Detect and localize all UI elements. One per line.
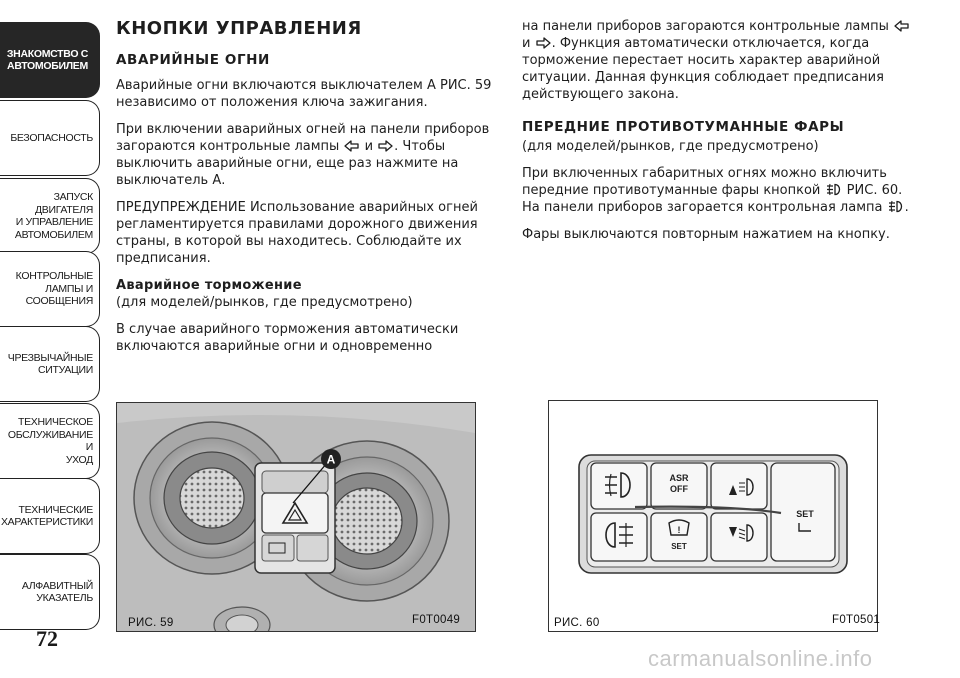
right-column (522, 18, 922, 253)
tab-getting-to-know-vehicle[interactable]: ЗНАКОМСТВО С АВТОМОБИЛЕМ (0, 22, 100, 98)
callout-letter: A (326, 452, 336, 467)
switch-panel-illustration (549, 401, 877, 631)
fog-lights-text-b: РИС. 60. На панели приборов загорается контрольная лампа (522, 183, 903, 215)
braking-continuation-and: и (522, 36, 531, 51)
hazard-lights-heading: АВАРИЙНЫЕ ОГНИ (116, 52, 270, 68)
watermark: carmanualsonline.info (648, 646, 873, 671)
asr-off-button (651, 463, 707, 509)
braking-continuation-paragraph (522, 18, 922, 103)
fog-lights-text-c: . (904, 200, 909, 215)
figure-60-label: РИС. 60 (554, 617, 600, 629)
hazard-paragraph-2-text-a: При включении аварийных огней на панели приборов загораются контрольные лампы (116, 122, 490, 154)
turn-right-arrow-icon (536, 37, 551, 49)
hazard-paragraph-2-text-b: . Чтобы выключить аварийные огни, еще раз нажмите на выключатель А. (116, 139, 459, 188)
front-fog-light-icon (826, 183, 842, 196)
asr-off-label: OFF (670, 484, 688, 494)
figure-59-hazard-switch (116, 402, 476, 632)
warning-paragraph: ПРЕДУПРЕЖДЕНИЕ Использование аварийных огней регламентируется правилами дорожного движения страны, в которой вы находитесь. Соблюдайте их предписания. (116, 200, 478, 266)
front-fog-button (591, 463, 647, 509)
figure-59-label: РИС. 59 (128, 617, 174, 629)
emergency-braking-paragraph: В случае аварийного торможения автоматически включаются аварийные огни и одновременно (116, 322, 459, 354)
rear-fog-button (591, 513, 647, 561)
svg-text:!: ! (677, 525, 681, 535)
tyre-set-label: SET (671, 542, 687, 551)
hazard-paragraph-2-and: и (364, 139, 374, 154)
dashboard-hazard-illustration (117, 403, 475, 631)
asr-label: ASR (669, 473, 689, 483)
fog-lights-paragraph (522, 165, 922, 216)
braking-continuation-text-a: на панели приборов загораются контрольные лампы (522, 19, 889, 34)
tab-index[interactable]: АЛФАВИТНЫЙ УКАЗАТЕЛЬ (0, 554, 100, 630)
page-number: 72 (36, 626, 58, 651)
hazard-paragraph-2 (116, 121, 496, 189)
emergency-braking-note: (для моделей/рынков, где предусмотрено) (116, 295, 413, 310)
tab-emergencies[interactable]: ЧРЕЗВЫЧАЙНЫЕ СИТУАЦИИ (0, 326, 100, 402)
tab-safety[interactable]: БЕЗОПАСНОСТЬ (0, 100, 100, 176)
set-label: SET (796, 509, 814, 519)
figure-60-code: F0T0501 (832, 614, 881, 626)
turn-left-arrow-icon (344, 140, 359, 152)
tab-warning-lights[interactable]: КОНТРОЛЬНЫЕ ЛАМПЫ И СООБЩЕНИЯ (0, 251, 100, 327)
fog-lights-text-a: При включенных габаритных огнях можно включить передние противотуманные фары кнопкой (522, 166, 887, 198)
headlight-level-down-button (711, 513, 767, 561)
fog-lights-heading: ПЕРЕДНИЕ ПРОТИВОТУМАННЫЕ ФАРЫ (522, 119, 845, 135)
left-column (116, 18, 496, 365)
turn-left-arrow-icon (894, 20, 909, 32)
braking-continuation-text-b: . Функция автоматически отключается, когда торможение перестает носить характер аварийной ситуации. Данная функция соблюдает предписания действующего закона. (522, 36, 884, 102)
turn-right-arrow-icon (378, 140, 393, 152)
figure-59-code: F0T0049 (412, 614, 461, 626)
tab-technical-specs[interactable]: ТЕХНИЧЕСКИЕ ХАРАКТЕРИСТИКИ (0, 478, 100, 554)
hazard-paragraph-1: Аварийные огни включаются выключателем А РИС. 59 независимо от положения ключа зажигания. (116, 78, 492, 110)
headlight-level-up-button (711, 463, 767, 509)
section-title: КНОПКИ УПРАВЛЕНИЯ (116, 18, 362, 39)
tyre-pressure-set-button (651, 513, 707, 561)
fog-lights-note: (для моделей/рынков, где предусмотрено) (522, 139, 819, 154)
center-switch-panel (255, 463, 335, 573)
fog-lights-off-paragraph: Фары выключаются повторным нажатием на кнопку. (522, 227, 890, 242)
front-fog-light-icon (888, 200, 904, 213)
tab-starting-and-driving[interactable]: ЗАПУСК ДВИГАТЕЛЯ И УПРАВЛЕНИЕ АВТОМОБИЛЕМ (0, 178, 100, 254)
emergency-braking-heading: Аварийное торможение (116, 278, 302, 293)
tab-maintenance[interactable]: ТЕХНИЧЕСКОЕ ОБСЛУЖИВАНИЕ И УХОД (0, 403, 100, 479)
figure-60-fog-switch-panel (548, 400, 881, 632)
